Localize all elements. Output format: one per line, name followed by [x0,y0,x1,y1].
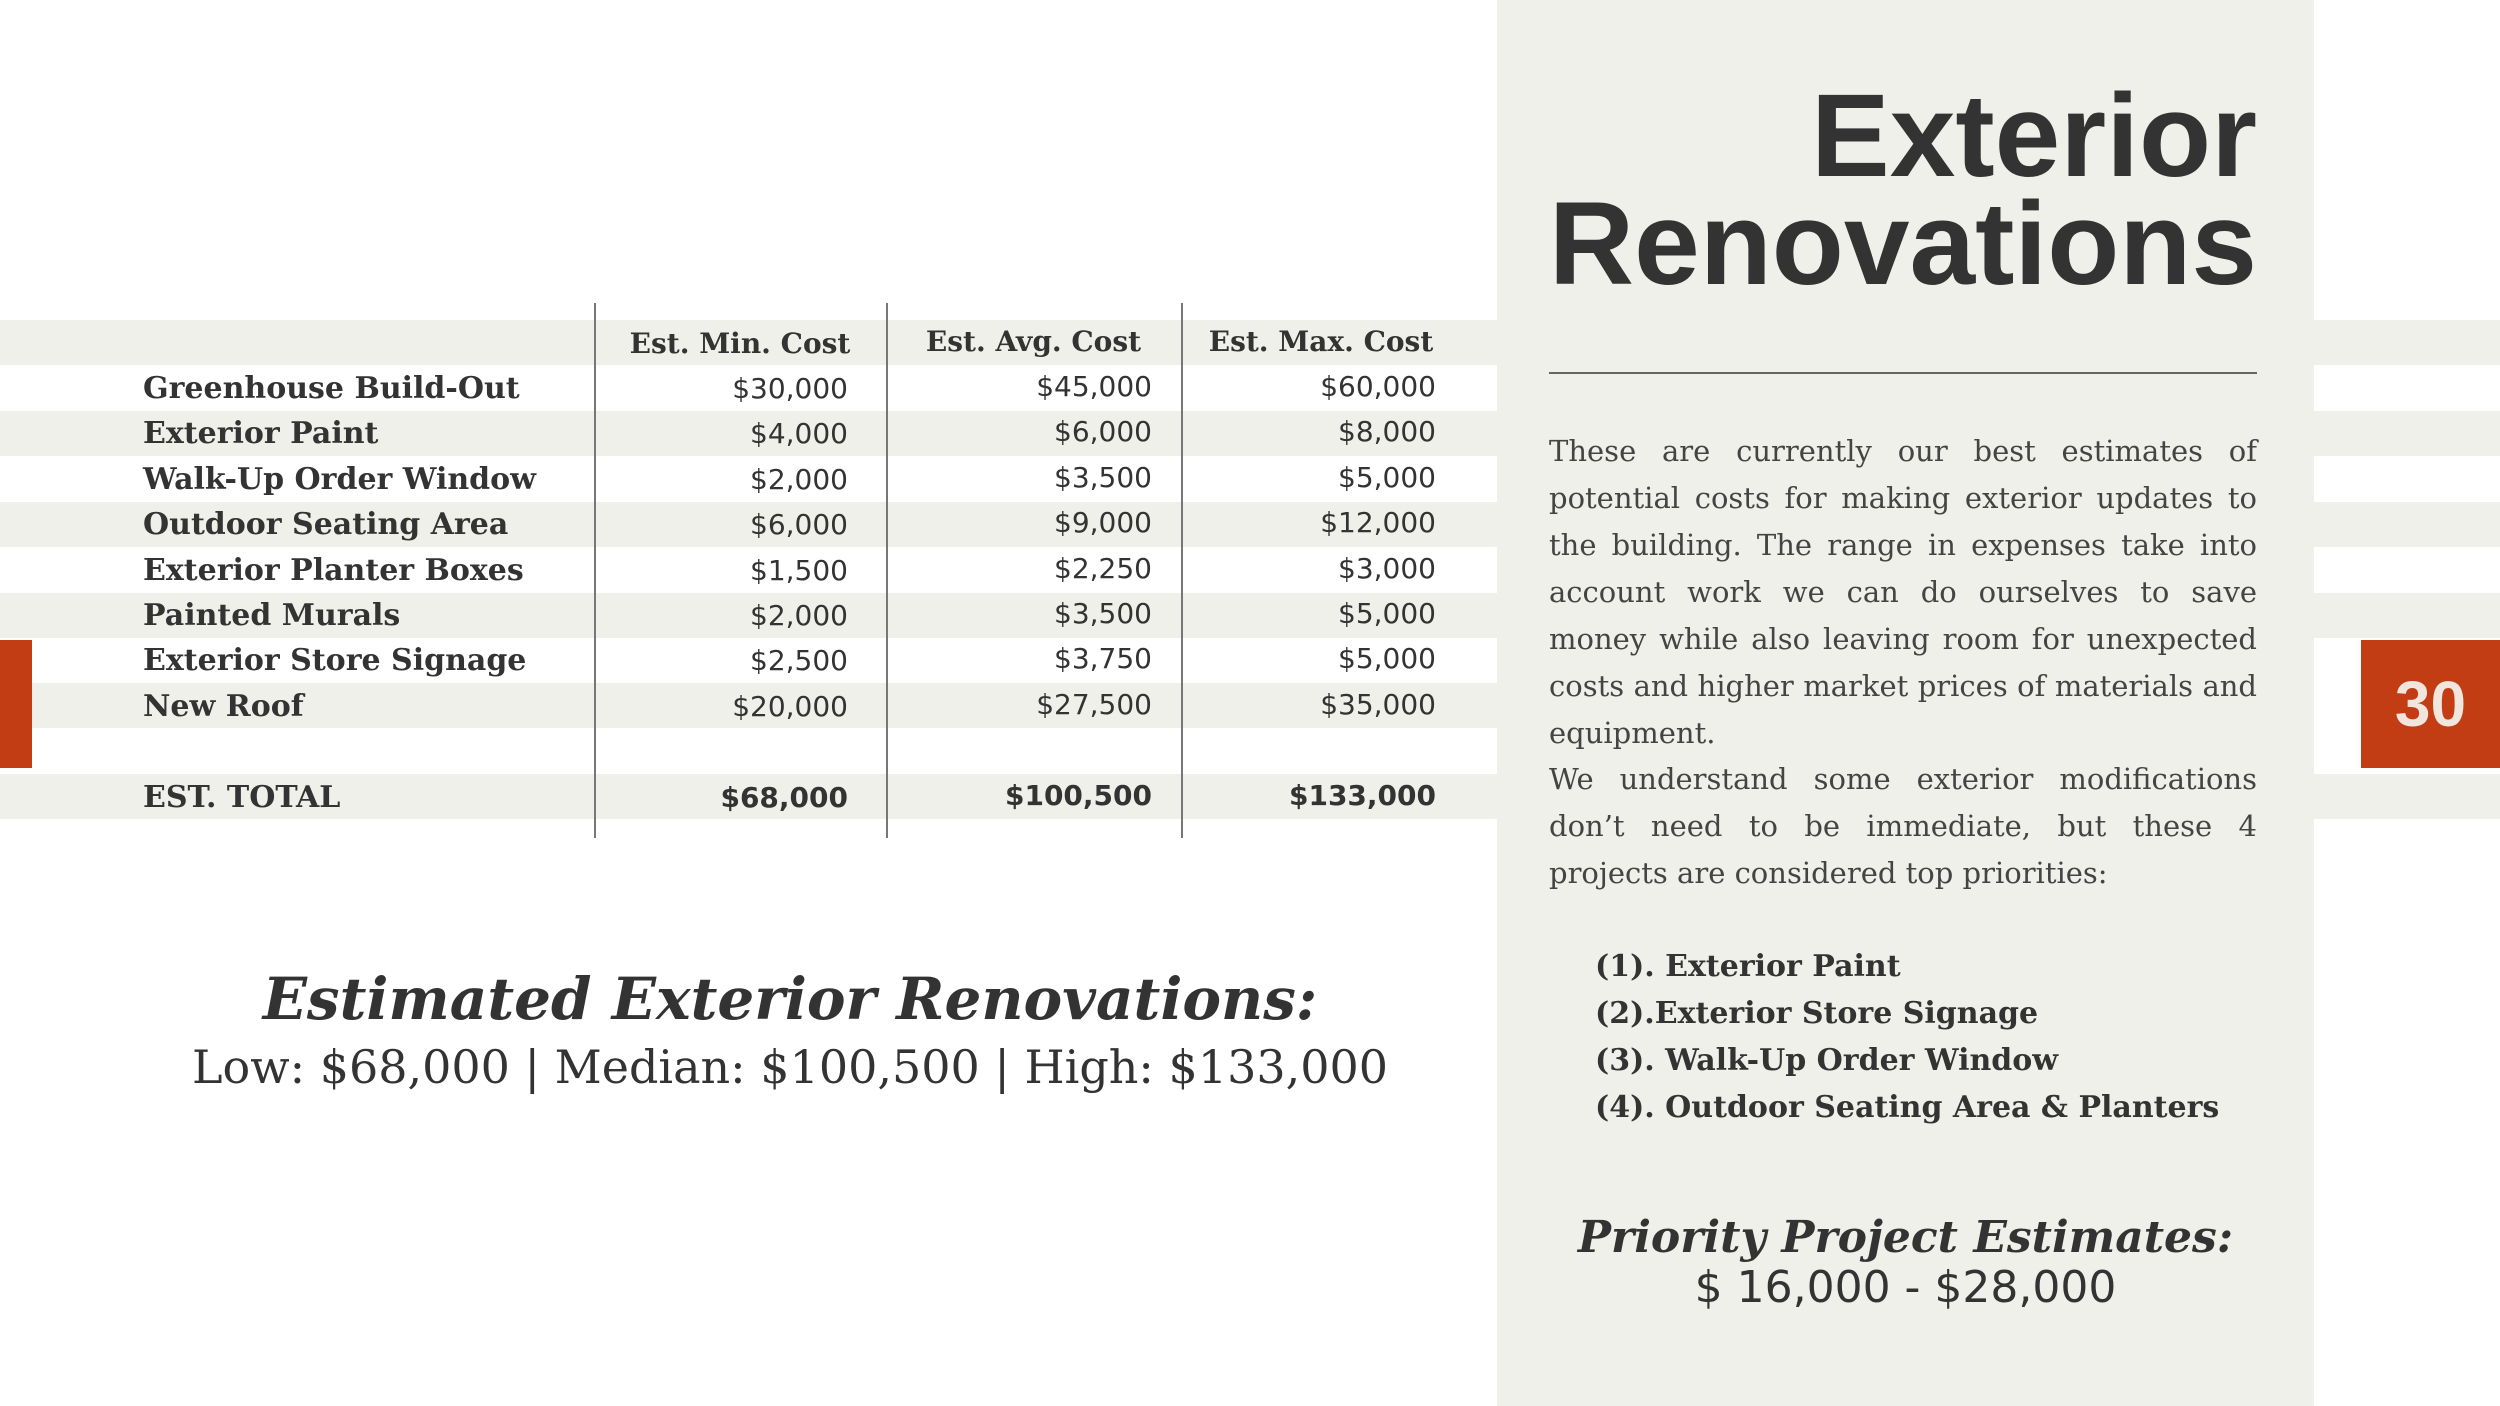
info-panel [1497,0,2314,1406]
row-label: Outdoor Seating Area [143,507,509,542]
page-number: 30 [2361,640,2500,768]
divider [1549,372,2257,374]
header-min: Est. Min. Cost [629,327,851,360]
row-avg: $3,750 [1054,642,1152,675]
total-min: $68,000 [720,781,848,814]
row-max: $5,000 [1338,597,1436,630]
row-max: $60,000 [1320,370,1436,403]
row-avg: $3,500 [1054,597,1152,630]
side-stripe [2314,411,2500,456]
row-label: Walk-Up Order Window [143,462,536,497]
row-max: $8,000 [1338,415,1436,448]
title-line: Exterior [1811,70,2257,202]
column-divider [1181,303,1183,838]
side-stripe [2314,320,2500,365]
total-label: EST. TOTAL [143,780,341,815]
title-line: Renovations [1548,178,2257,310]
row-label: Exterior Paint [143,416,379,451]
column-divider [594,303,596,838]
row-avg: $45,000 [1036,370,1152,403]
row-min: $1,500 [750,554,848,587]
priority-list [1595,943,2219,1131]
row-min: $4,000 [750,417,848,450]
row-avg: $2,250 [1054,552,1152,585]
header-max: Est. Max. Cost [1208,325,1434,358]
row-label: Painted Murals [143,598,401,633]
row-label: New Roof [143,689,304,724]
estimate-range: Low: $68,000 | Median: $100,500 | High: $133,000 [191,1040,1389,1094]
total-avg: $100,500 [1004,779,1152,812]
list-item: (4). Outdoor Seating Area & Planters [1595,1090,2220,1125]
row-max: $5,000 [1338,642,1436,675]
side-stripe [2314,593,2500,638]
estimate-title: Estimated Exterior Renovations: [262,965,1318,1033]
priority-estimate-title: Priority Project Estimates: [1577,1212,2234,1263]
list-item: (3). Walk-Up Order Window [1595,1043,2059,1078]
row-min: $2,500 [750,644,848,677]
column-divider [886,303,888,838]
priority-estimate-range: $ 16,000 - $28,000 [1694,1262,2117,1313]
list-item: (1). Exterior Paint [1595,949,1901,984]
row-avg: $9,000 [1054,506,1152,539]
row-max: $35,000 [1320,688,1436,721]
row-max: $12,000 [1320,506,1436,539]
side-stripe [2314,774,2500,819]
row-max: $5,000 [1338,461,1436,494]
row-label: Exterior Planter Boxes [143,553,524,588]
row-label: Exterior Store Signage [143,643,527,678]
page-title [1548,70,2257,310]
row-max: $3,000 [1338,552,1436,585]
row-min: $2,000 [750,463,848,496]
row-avg: $6,000 [1054,415,1152,448]
row-min: $6,000 [750,508,848,541]
row-label: Greenhouse Build-Out [143,371,520,406]
side-stripe [2314,502,2500,547]
accent-tab-left [0,640,32,768]
row-avg: $27,500 [1036,688,1152,721]
header-avg: Est. Avg. Cost [925,325,1142,358]
total-max: $133,000 [1288,779,1436,812]
priority-paragraph: We understand some exterior modifications don’t need to be immediate, but these 4 projects are considered top priorities: [1549,762,2257,890]
row-min: $20,000 [732,690,848,723]
row-min: $2,000 [750,599,848,632]
description-paragraph: These are currently our best estimates of potential costs for making exterior updates to the building. The range in expenses take into account work we can do ourselves to save money while also leaving room for unexpected costs and higher market prices of materials and equipment. [1549,434,2257,750]
list-item: (2).Exterior Store Signage [1595,996,2039,1031]
row-min: $30,000 [732,372,848,405]
row-avg: $3,500 [1054,461,1152,494]
